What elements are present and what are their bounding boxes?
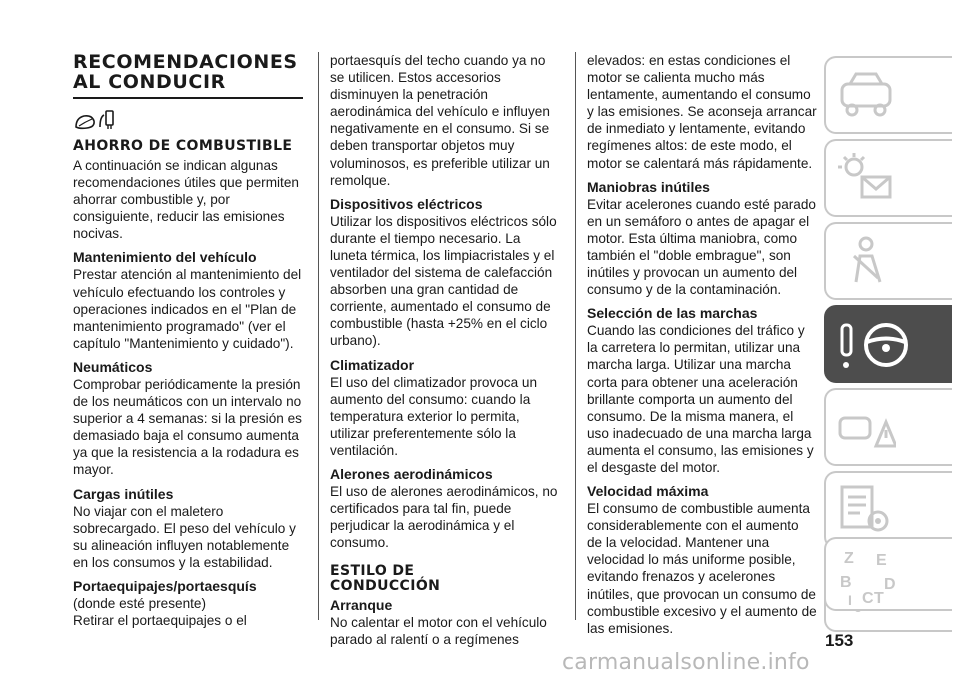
steering-wheel-icon (836, 315, 926, 375)
text-gear-selection: Cuando las condiciones del tráfico y la carretera lo permitan, utilizar una marcha larga. Utilizar una marcha corta para obtener una aceleración brillante comporta un aumento del consumo. De la misma manera, el uso inadecuado de una marcha larga aumenta el consumo, las emisiones y el desgaste del motor. (587, 323, 814, 475)
svg-text:E: E (876, 552, 887, 569)
page-title-line-1: RECOMENDACIONES (73, 51, 298, 73)
tab-safety[interactable] (824, 222, 952, 300)
text-start-continued: elevados: en estas condiciones el motor se calienta mucho más lentamente, aumentando el consumo y las emisiones. Se aconseja arrancar de inmediato y lentamente, evitando regímenes altos: de este modo, el motor se calentará más rápidamente. (587, 53, 817, 171)
column-divider-2 (575, 52, 576, 620)
index-letters-icon (836, 541, 906, 607)
eco-fuel-icon (73, 107, 117, 133)
column-divider-1 (318, 52, 319, 620)
text-max-speed: El consumo de combustible aumenta considerablemente con el aumento de la velocidad. Mantener una velocidad lo más uniforme posible, evitando frenazos y acelerones inútiles, que provocan un consumo de combustible excesivo y el aumento de las emisiones. (587, 501, 817, 636)
text-climate: El uso del climatizador provoca un aumento del consumo: cuando la temperatura exterior lo permita, utilizar preferentemente sólo la ventilación. (330, 374, 538, 458)
tab-starting-driving[interactable] (824, 305, 952, 383)
lights-warning-icon (836, 149, 896, 209)
heading-start: Arranque (330, 597, 393, 614)
svg-text:I: I (848, 592, 852, 607)
column-2 (330, 52, 560, 649)
heading-electrical: Dispositivos eléctricos (330, 195, 483, 212)
text-start: No calentar el motor con el vehículo parado al ralentí o a regímenes (330, 615, 547, 648)
text-electrical: Utilizar los dispositivos eléctricos sólo durante el tiempo necesario. La luneta térmica, los limpiacristales y el ventilador del sistema de calefacción absorben una gran cantidad de corriente, aumentado el consumo de combustible (hasta +25% en el ciclo urbano). (330, 213, 557, 349)
text-roof-rack-continued: portaesquís del techo cuando ya no se utilicen. Estos accesorios disminuyen la penetración aerodinámica del vehículo e influyen negativamente en el consumo. Si se deben transportar objetos muy voluminosos, es preferible utilizar un remolque. (330, 53, 550, 188)
column-1 (73, 52, 303, 629)
warning-triangle-icon (836, 398, 896, 458)
tab-index[interactable] (824, 537, 952, 611)
tab-emergency[interactable] (824, 388, 952, 466)
heading-spoilers: Alerones aerodinámicos (330, 465, 493, 482)
heading-tyres: Neumáticos (73, 358, 153, 375)
heading-gear-selection: Selección de las marchas (587, 305, 758, 322)
car-dashboard-icon (836, 66, 896, 126)
heading-useless-manoeuvres: Maniobras inútiles (587, 178, 710, 195)
intro-paragraph: A continuación se indican algunas recomendaciones útiles que permiten ahorrar combustible y, por consiguiente, reducir las emisiones nocivas. (73, 158, 299, 242)
section-heading-driving-style: ESTILO DE CONDUCCIÓN (330, 563, 441, 595)
page-number: 153 (825, 631, 854, 650)
watermark: carmanualsonline.info (562, 650, 810, 675)
text-maintenance: Prestar atención al mantenimiento del vehículo efectuando los controles y operaciones indicados en el "Plan de mantenimiento programado" (ver el capítulo "Mantenimiento y cuidado"). (73, 267, 302, 351)
svg-text:Z: Z (844, 550, 854, 567)
text-tyres: Comprobar periódicamente la presión de los neumáticos con un intervalo no superior a 4 semanas: si la presión es demasiado baja el consumo aumenta ya que la resistencia a la rodadura es mayor. (73, 376, 302, 478)
svg-text:T: T (874, 590, 884, 607)
maintenance-gears-icon (836, 481, 896, 541)
title-rule (73, 97, 303, 99)
text-loads: No viajar con el maletero sobrecargado. El peso del vehículo y su alineación influyen notablemente en los consumos y la estabilidad. (73, 503, 296, 570)
tab-dashboard[interactable] (824, 56, 952, 134)
section-heading-fuel-saving: AHORRO DE COMBUSTIBLE (73, 138, 293, 154)
page-title-line-2: AL CONDUCIR (73, 71, 226, 93)
heading-loads: Cargas inútiles (73, 485, 174, 502)
heading-maintenance: Mantenimiento del vehículo (73, 249, 257, 266)
text-spoilers: El uso de alerones aerodinámicos, no certificados para tal fin, puede perjudicar la aerodinámica y el consumo. (330, 483, 558, 551)
seat-airbag-icon (836, 232, 896, 292)
column-3 (587, 52, 817, 637)
heading-max-speed: Velocidad máxima (587, 483, 709, 500)
heading-climate: Climatizador (330, 356, 415, 373)
svg-text:C: C (862, 590, 874, 607)
text-useless-manoeuvres: Evitar acelerones cuando esté parado en un semáforo o antes de apagar el motor. Esta última maniobra, como también el "doble embrague", son inútiles y provocan un aumento del consumo y de la contaminación. (587, 196, 816, 298)
svg-text:B: B (840, 574, 852, 591)
tab-lights-warnings[interactable] (824, 139, 952, 217)
text-roof-rack: (donde esté presente) Retirar el portaequipajes o el (73, 595, 247, 628)
heading-roof-rack: Portaequipajes/portaesquís (73, 577, 257, 594)
svg-text:D: D (884, 576, 896, 593)
